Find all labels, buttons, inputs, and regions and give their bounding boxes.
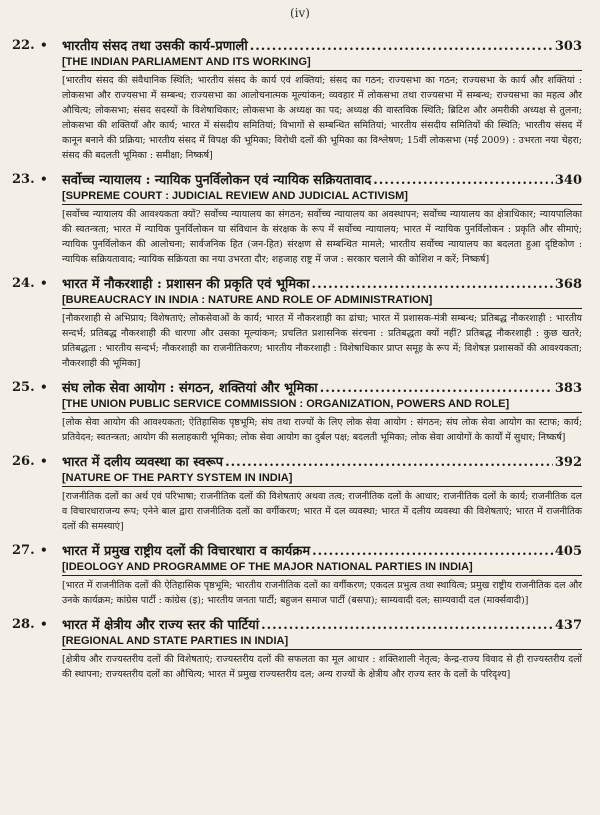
entry-title-english: [SUPREME COURT : JUDICIAL REVIEW AND JUDICIAL ACTIVISM] <box>62 189 582 205</box>
entry-title-row <box>62 276 582 293</box>
bullet-icon: • <box>40 38 48 52</box>
entry-title-row <box>62 543 582 560</box>
table-of-contents <box>12 38 582 691</box>
leader-dots <box>250 38 553 55</box>
toc-entry <box>12 380 582 445</box>
toc-entry <box>12 617 582 682</box>
leader-dots <box>225 454 553 471</box>
entry-number: 26. <box>12 454 35 469</box>
entry-number: 25. <box>12 380 35 395</box>
toc-entry <box>12 543 582 608</box>
leader-dots <box>261 617 553 634</box>
leader-dots <box>312 543 553 560</box>
bullet-icon: • <box>40 617 48 631</box>
entry-number: 28. <box>12 617 35 632</box>
entry-title-hindi: भारत में दलीय व्यवस्था का स्वरूप <box>62 455 224 470</box>
entry-title-english: [BUREAUCRACY IN INDIA : NATURE AND ROLE OF ADMINISTRATION] <box>62 293 582 309</box>
leader-dots <box>312 276 553 293</box>
entry-title-hindi: भारत में क्षेत्रीय और राज्य स्तर की पार्टियां <box>62 618 260 633</box>
entry-title-row <box>62 380 582 397</box>
entry-page: 383 <box>554 381 582 396</box>
bullet-icon: • <box>40 276 48 290</box>
entry-number: 22. <box>12 38 35 53</box>
entry-description: [भारत में राजनीतिक दलों की ऐतिहासिक पृष्ठभूमि; भारतीय राजनीतिक दलों का वर्गीकरण; एकदल प्रभुत्व तथा स्थायित्व; प्रमुख राष्ट्रीय राजनीतिक दल और उनके कार्यक्रम; कांग्रेस पार्टी : कांग्रेस (इ); भारतीय जनता पार्टी; बहुजन समाज पार्टी (बसपा); साम्यवादी दल; साम्यवादी दल (मार्क्सवादी)] <box>62 580 582 606</box>
entry-title-hindi: संघ लोक सेवा आयोग : संगठन, शक्तियां और भूमिका <box>62 381 318 396</box>
toc-entry <box>12 38 582 163</box>
toc-entry <box>12 276 582 371</box>
entry-page: 368 <box>554 277 582 292</box>
bullet-icon: • <box>40 172 48 186</box>
toc-entry <box>12 172 582 267</box>
entry-number: 27. <box>12 543 35 558</box>
entry-page: 303 <box>554 39 582 54</box>
entry-title-hindi: भारत में नौकरशाही : प्रशासन की प्रकृति एवं भूमिका <box>62 277 310 292</box>
entry-title-english: [IDEOLOGY AND PROGRAMME OF THE MAJOR NATIONAL PARTIES IN INDIA] <box>62 560 582 576</box>
entry-number: 24. <box>12 276 35 291</box>
entry-title-hindi: भारतीय संसद तथा उसकी कार्य-प्रणाली <box>62 39 248 54</box>
entry-title-hindi: भारत में प्रमुख राष्ट्रीय दलों की विचारधारा व कार्यक्रम <box>62 544 311 559</box>
entry-description: [सर्वोच्च न्यायालय की आवश्यकता क्यों? सर्वोच्च न्यायालय का संगठन; सर्वोच्च न्यायालय का अवस्थापन; सर्वोच्च न्यायालय का क्षेत्राधिकार; न्यायपालिका की स्वतन्त्रता; भारत में न्यायिक पुनर्विलोकन या संविधान के संरक्षक के रूप में सर्वोच्च न्यायालय; भारत में न्यायिक पुनर्विलोकन : प्रकृति और सीमाएं; न्यायिक पुनर्विलोकन की आलोचना; सार्वजनिक हित (जन-हित) संरक्षण से सम्बन्धित मामले; भारतीय सर्वोच्च न्यायालय का बदलता हुआ दृष्टिकोण : न्यायिक सक्रियतावाद; न्यायिक सक्रियता का नया उभरता दौर; शहजाह राष्ट्र में जज : सरकार चलाने की कोशिश न करें; निष्कर्ष] <box>62 209 582 265</box>
leader-dots <box>320 380 553 397</box>
entry-page: 340 <box>554 173 582 188</box>
entry-title-english: [NATURE OF THE PARTY SYSTEM IN INDIA] <box>62 471 582 487</box>
entry-page: 392 <box>554 455 582 470</box>
entry-title-row <box>62 617 582 634</box>
toc-entry <box>12 454 582 534</box>
entry-title-english: [THE INDIAN PARLIAMENT AND ITS WORKING] <box>62 55 582 71</box>
bullet-icon: • <box>40 380 48 394</box>
leader-dots <box>373 172 553 189</box>
entry-title-row <box>62 172 582 189</box>
entry-page: 437 <box>554 618 582 633</box>
entry-number: 23. <box>12 172 35 187</box>
entry-title-english: [THE UNION PUBLIC SERVICE COMMISSION : ORGANIZATION, POWERS AND ROLE] <box>62 397 582 413</box>
entry-description: [क्षेत्रीय और राज्यस्तरीय दलों की विशेषताएं; राज्यस्तरीय दलों की सफलता का मूल आधार : शक्तिशाली नेतृत्व; केन्द्र-राज्य विवाद से ही राज्यस्तरीय दलों की स्थापना; राज्यस्तरीय दलों का औचित्य; भारत में प्रमुख राज्यस्तरीय दल; अन्य राज्यों के क्षेत्रीय और राज्य स्तर के दलों के परिदृश्य] <box>62 654 582 680</box>
entry-description: [लोक सेवा आयोग की आवश्यकता; ऐतिहासिक पृष्ठभूमि; संघ तथा राज्यों के लिए लोक सेवा आयोग : संगठन; संघ लोक सेवा आयोग का स्टाफ; कार्य; प्रतिवेदन; स्वतन्त्रता; आयोग की सलाहकारी भूमिका; लोक सेवा आयोग का दुर्बल पक्ष; बदलती भूमिका; लोक सेवा आयोगों के कार्यों में सुधार; निष्कर्ष] <box>62 417 582 443</box>
entry-description: [भारतीय संसद की संवैधानिक स्थिति; भारतीय संसद के कार्य एवं शक्तियां; संसद का गठन; राज्यसभा का गठन; राज्यसभा के कार्य और शक्तियां : लोकसभा और राज्यसभा में सम्बन्ध; राज्यसभा का आलोचनात्मक मूल्यांकन; व्यवहार में लोकसभा तथा राज्यसभा में सम्बन्ध; राज्यसभा का महत्व और औचित्य; लोकसभा; संसद सदस्यों के विशेषाधिकार; लोकसभा के अध्यक्ष का पद; अध्यक्ष की वास्तविक स्थिति; ब्रिटिश और अमरीकी अध्यक्ष से तुलना; लोकसभा की शक्तियाँ और कार्य; भारत में संसदीय समितियां; विभागों से सम्बन्धित समितियां; भारतीय संसदीय समितियों की स्थिति; भारतीय संसद में कानून बनाने की प्रक्रिया; भारतीय संसद में विपक्ष की भूमिका; विरोधी दलों की भूमिका का विश्लेषण; 15वीं लोकसभा (मई 2009) : उभरता नया चेहरा; संसद की बदलती भूमिका : समीक्षा; निष्कर्ष] <box>62 75 582 161</box>
entry-title-row <box>62 454 582 471</box>
entry-title-english: [REGIONAL AND STATE PARTIES IN INDIA] <box>62 634 582 650</box>
bullet-icon: • <box>40 454 48 468</box>
entry-title-hindi: सर्वोच्च न्यायालय : न्यायिक पुनर्विलोकन एवं न्यायिक सक्रियतावाद <box>62 173 372 188</box>
entry-description: [राजनीतिक दलों का अर्थ एवं परिभाषा; राजनीतिक दलों की विशेषताएं अथवा तत्व; राजनीतिक दलों के आधार; राजनीतिक दलों के कार्य; राजनीतिक दल व विचारधाराजन्य रूप; एनेने बाल द्वारा राजनीतिक दलों का वर्गीकरण; भारत में दल व्यवस्था; भारत में दलीय व्यवस्था की विशेषताएं; भारत में राजनीतिक दलों की समस्याएं] <box>62 491 582 532</box>
page-number: (iv) <box>290 6 310 20</box>
entry-page: 405 <box>554 544 582 559</box>
entry-description: [नौकरशाही से अभिप्राय; विशेषताएं; लोकसेवाओं के कार्य; भारत में नौकरशाही का ढांचा; भारत में प्रशासक-मंत्री सम्बन्ध; प्रतिबद्ध नौकरशाही : भारतीय सन्दर्भ; प्रतिबद्ध नौकरशाही की धारणा और उसका मूल्यांकन; प्रचलित प्रशासनिक संरचना : प्रतिबद्धता क्यों नहीं? प्रतिबद्ध नौकरशाही : कुछ खतरे; प्रतिबद्धता : भारतीय सन्दर्भ; नौकरशाही का राजनीतिकरण; भारतीय नौकरशाही : विशेषाधिकार प्राप्त समूह के रूप में; विशेषज्ञ प्रशासकों की आवश्यकता; नौकरशाही की भूमिका] <box>62 313 582 369</box>
entry-title-row <box>62 38 582 55</box>
bullet-icon: • <box>40 543 48 557</box>
